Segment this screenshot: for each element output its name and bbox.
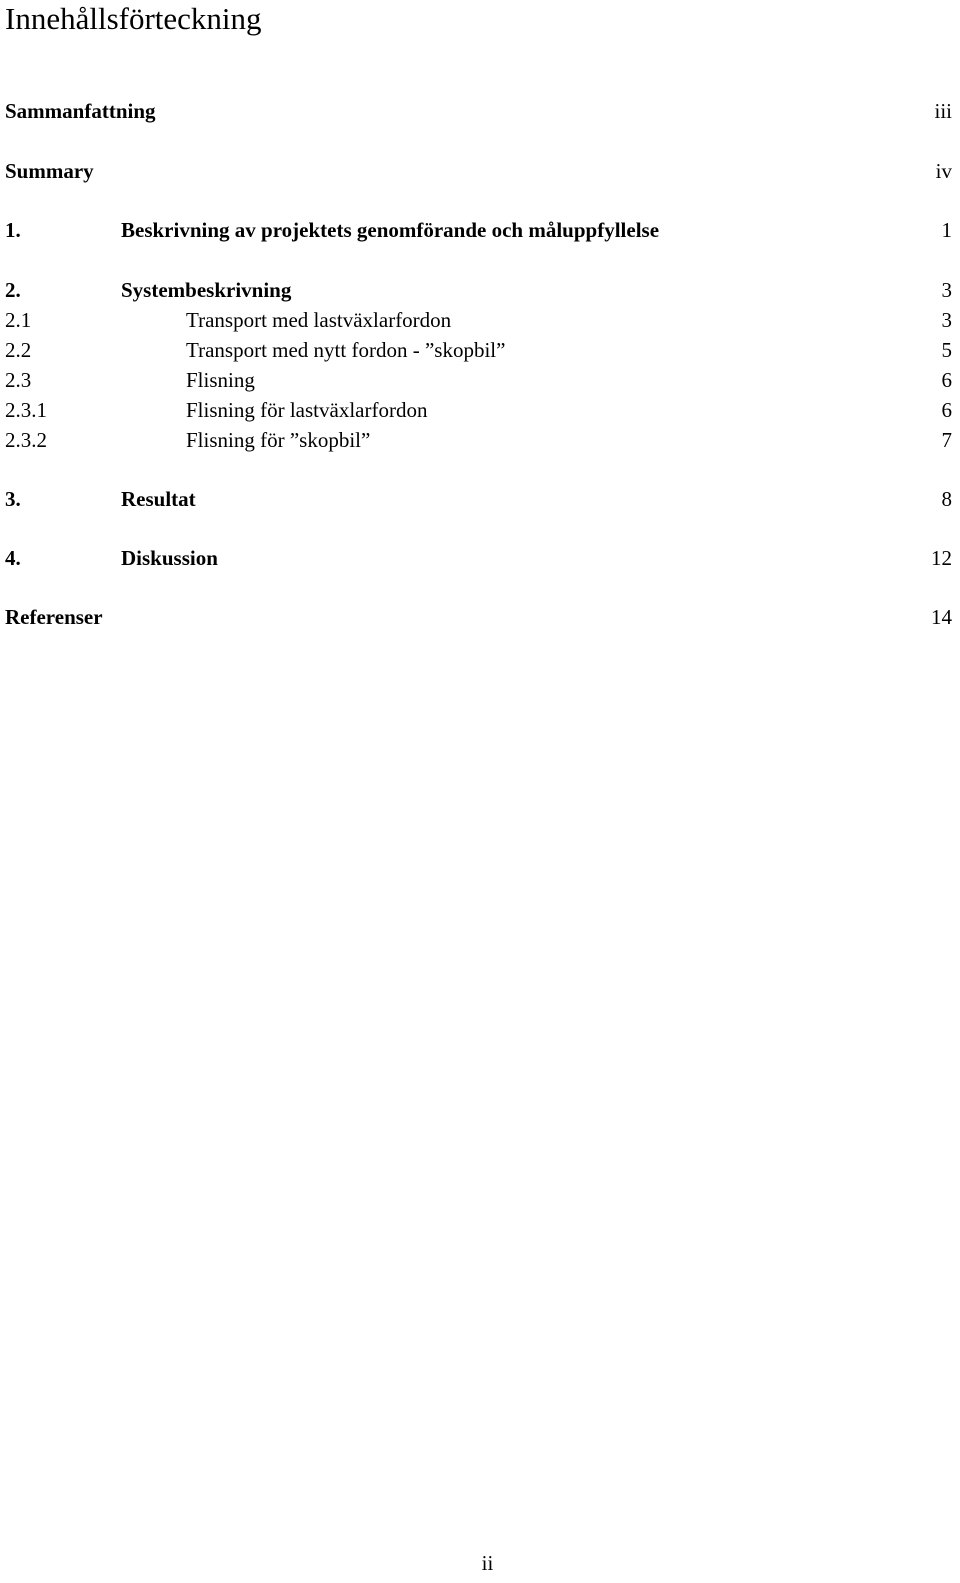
- toc-entry-title: Flisning för lastväxlarfordon: [186, 398, 428, 422]
- toc-entry-section-2-2[interactable]: [5, 336, 952, 364]
- toc-entry-number: 2.3: [5, 368, 32, 392]
- toc-entry-title: Sammanfattning: [5, 99, 156, 123]
- toc-entry-title: Flisning: [186, 368, 255, 392]
- toc-entry-sammanfattning[interactable]: [5, 97, 952, 125]
- page-title: Innehållsförteckning: [5, 1, 262, 36]
- toc-entry-number: 4.: [5, 546, 21, 570]
- toc-entry-section-2-3[interactable]: [5, 366, 952, 394]
- toc-entry-page: 1: [941, 218, 952, 242]
- toc-entry-number: 2.2: [5, 338, 32, 362]
- toc-entry-number: 2.3.1: [5, 398, 47, 422]
- toc-entry-page: 12: [931, 546, 952, 570]
- toc-entry-page: 5: [941, 338, 952, 362]
- toc-entry-page: 3: [941, 278, 952, 302]
- toc-entry-summary[interactable]: [5, 157, 952, 185]
- toc-entry-referenser[interactable]: [5, 603, 952, 631]
- toc-entry-chapter-3[interactable]: [5, 485, 952, 513]
- toc-entry-page: 3: [941, 308, 952, 332]
- toc-entry-page: 6: [941, 398, 952, 422]
- toc-entry-chapter-4[interactable]: [5, 544, 952, 572]
- toc-entry-title: Transport med lastväxlarfordon: [186, 308, 452, 332]
- toc-entry-title: Referenser: [5, 605, 103, 629]
- toc-entry-section-2-3-1[interactable]: [5, 396, 952, 424]
- toc-entry-number: 3.: [5, 487, 21, 511]
- toc-entry-chapter-2[interactable]: [5, 276, 952, 304]
- toc-entry-number: 2.: [5, 278, 21, 302]
- toc-entry-page: 6: [941, 368, 952, 392]
- toc-entry-title: Summary: [5, 159, 94, 183]
- toc-entry-number: 2.3.2: [5, 428, 47, 452]
- toc-entry-title: Diskussion: [121, 546, 218, 570]
- toc-entry-title: Systembeskrivning: [121, 278, 292, 302]
- toc-entry-title: Transport med nytt fordon - ”skopbil”: [186, 338, 506, 362]
- toc-entry-title: Beskrivning av projektets genomförande och måluppfyllelse: [121, 218, 660, 242]
- page-number: ii: [481, 1551, 494, 1575]
- toc-entry-chapter-1[interactable]: [5, 216, 952, 244]
- toc-entry-page: iii: [934, 99, 952, 123]
- toc-entry-page: iv: [935, 159, 952, 183]
- toc-entry-page: 7: [941, 428, 952, 452]
- toc-entry-section-2-3-2[interactable]: [5, 426, 952, 454]
- toc-entry-title: Flisning för ”skopbil”: [186, 428, 371, 452]
- toc-entry-number: 2.1: [5, 308, 32, 332]
- toc-entry-title: Resultat: [121, 487, 196, 511]
- toc-entry-page: 14: [931, 605, 952, 629]
- toc-entry-number: 1.: [5, 218, 21, 242]
- toc-entry-page: 8: [941, 487, 952, 511]
- toc-entry-section-2-1[interactable]: [5, 306, 952, 334]
